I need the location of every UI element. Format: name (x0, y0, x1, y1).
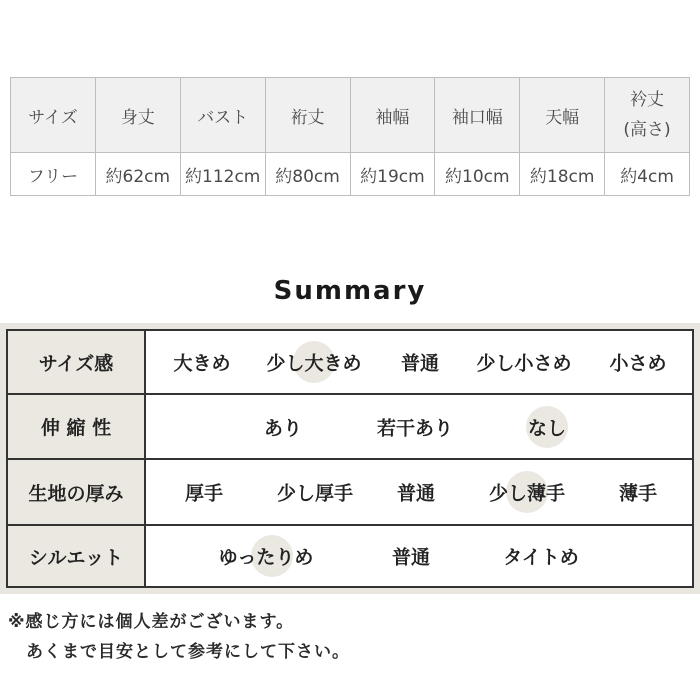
summary-table (6, 329, 694, 588)
size-value-cell: 約18cm (520, 153, 605, 196)
size-table-header-row (11, 78, 690, 153)
summary-option: 小さめ (609, 352, 667, 375)
size-value-cell: 約62cm (95, 153, 180, 196)
size-header-cell: 袖口幅 (435, 78, 520, 153)
summary-option: なし (527, 417, 567, 439)
size-header-line: (高さ) (623, 120, 671, 140)
size-value-cell: 約19cm (350, 153, 435, 196)
summary-row-stretch (8, 395, 692, 460)
summary-option: 少し小さめ (476, 352, 572, 375)
summary-row-silhouette (8, 526, 692, 586)
summary-option: ゆったりめ (218, 546, 314, 569)
size-header-cell: バスト (180, 78, 265, 153)
summary-option: 少し薄手 (488, 482, 566, 505)
size-header-cell: 身丈 (95, 78, 180, 153)
size-header-cell: 裄丈 (265, 78, 350, 153)
summary-option: 普通 (400, 352, 440, 375)
disclaimer-note: ※感じ方には個人差がございます。 (8, 612, 295, 632)
summary-title: Summary (273, 276, 427, 306)
size-table-row (11, 153, 690, 196)
summary-option: 薄手 (618, 482, 658, 505)
summary-option: 大きめ (173, 352, 231, 375)
summary-option: タイトめ (503, 546, 579, 569)
size-value-cell: 約4cm (605, 153, 690, 196)
size-header-cell (605, 78, 690, 153)
size-table (10, 77, 690, 196)
size-value-cell: 約10cm (435, 153, 520, 196)
summary-option: 普通 (391, 546, 431, 569)
size-value-cell: 約80cm (265, 153, 350, 196)
summary-option: 若干あり (376, 417, 454, 439)
size-value-cell: 約112cm (180, 153, 265, 196)
summary-row-thickness (8, 460, 692, 526)
size-header-line: 衿丈 (630, 90, 665, 110)
size-header-cell: 袖幅 (350, 78, 435, 153)
summary-row-size (8, 331, 692, 395)
summary-option: 厚手 (184, 482, 224, 505)
size-header-cell: サイズ (11, 78, 96, 153)
summary-option: 普通 (396, 482, 436, 505)
summary-row-label: シルエット (8, 526, 146, 586)
size-header-cell: 天幅 (520, 78, 605, 153)
size-value-cell: フリー (11, 153, 96, 196)
summary-row-label: 生地の厚み (8, 460, 146, 524)
summary-option: 少し大きめ (266, 352, 362, 375)
summary-option: あり (263, 417, 303, 439)
summary-option: 少し厚手 (276, 482, 354, 505)
disclaimer-note: あくまで目安として参考にして下さい。 (8, 642, 350, 662)
summary-row-label: 伸 縮 性 (8, 395, 146, 458)
summary-row-label: サイズ感 (8, 331, 146, 393)
